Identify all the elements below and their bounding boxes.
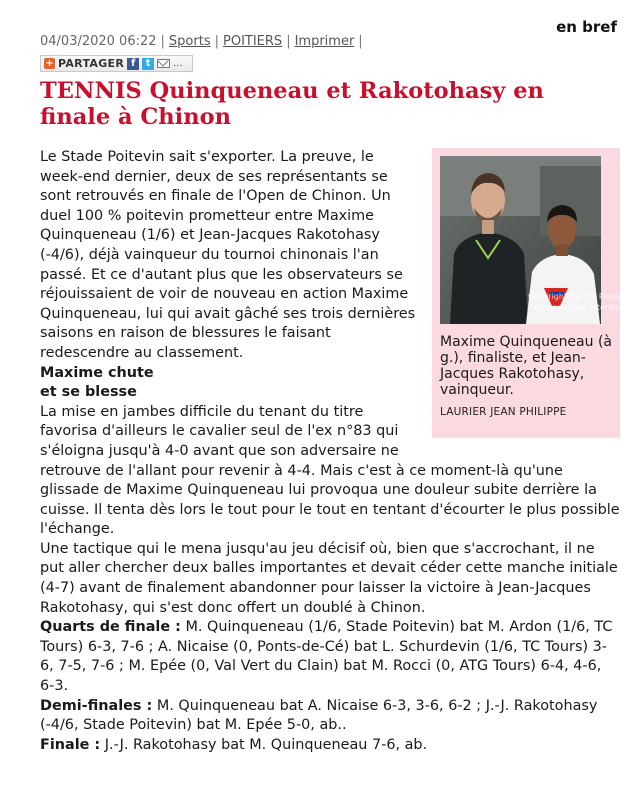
- publication-date: 04/03/2020 06:22: [40, 34, 157, 49]
- article-paragraph-1: La mise en jambes difficile du tenant du titre favorisa d'ailleurs le cavalier seul de l'ex n°83 qui s'éloigna jusqu'à 4-0 avant que son adversaire ne retrouve de l'allant pour revenir à 4-4. Mais c'est à ce moment-là qu'une glissade de Maxime Quinqueneau lui provoqua une douleur subite derrière la cuisse. Il tenta dès lors le tout pour le tout en tentant d'écourter le plus possible l'échange.: [40, 403, 620, 538]
- article-paragraph-2: Une tactique qui le mena jusqu'au jeu décisif où, bien que s'accrochant, il ne put aller chercher deux balles importantes et devait céder cette manche initiale (4-7) avant de finalement abandonner pour laisser la victoire à Jean-Jacques Rakotohasy, qui s'est donc offert un doublé à Chinon.: [40, 540, 618, 616]
- link-sports[interactable]: Sports: [168, 34, 211, 49]
- subheading-line-2: et se blesse: [40, 384, 137, 401]
- photo-caption: Maxime Quinqueneau (à g.), finaliste, et Jean-Jacques Rakotohasy, vainqueur.: [440, 334, 612, 398]
- mail-icon[interactable]: [157, 59, 170, 68]
- article-body: [40, 148, 625, 755]
- watermark-line-2: Reproduction interdite: [534, 303, 624, 312]
- article-meta: 04/03/2020 06:22 | Sports | POITIERS | Imprimer |: [40, 34, 363, 49]
- results-quarter-finals: [40, 618, 620, 696]
- photo-illustration: [440, 156, 625, 324]
- results-label: Demi-finales :: [40, 697, 153, 714]
- link-poitiers[interactable]: POITIERS: [223, 34, 283, 49]
- article-photo: [440, 156, 625, 324]
- results-text: J.-J. Rakotohasy bat M. Quinqueneau 7-6, ab.: [100, 736, 428, 753]
- results-label: Quarts de finale :: [40, 619, 181, 636]
- share-button[interactable]: [40, 55, 193, 72]
- results-semi-finals: [40, 697, 620, 736]
- subheading-line-1: Maxime chute: [40, 364, 154, 381]
- results-label: Finale :: [40, 736, 101, 753]
- section-label: en bref: [556, 18, 617, 36]
- watermark-line-1: Copyright Centre Presse: [528, 292, 625, 301]
- results-text: M. Quinqueneau (1/6, Stade Poitevin) bat M. Ardon (1/6, TC Tours) 6-3, 7-6 ; A. Nicaise (0, Ponts-de-Cé) bat L. Schurdevin (1/6, TC Tours) 3-6, 7-5, 7-6 ; M. Epée (0, Val Vert du Clain) bat M. Rocci (0, ATG Tours) 6-4, 4-6, 6-3.: [40, 619, 613, 695]
- article-title: TENNIS Quinqueneau et Rakotohasy en finale à Chinon: [40, 78, 544, 130]
- results-text: M. Quinqueneau bat A. Nicaise 6-3, 3-6, 6-2 ; J.-J. Rakotohasy (-4/6, Stade Poitevin) bat M. Epée 5-0, ab..: [40, 697, 598, 734]
- facebook-icon[interactable]: f: [127, 58, 139, 70]
- share-label: PARTAGER: [58, 57, 125, 70]
- link-print[interactable]: Imprimer: [294, 34, 355, 49]
- results-final: [40, 736, 620, 756]
- photo-box: [432, 148, 625, 438]
- more-icon[interactable]: ...: [173, 58, 183, 69]
- article-intro: Le Stade Poitevin sait s'exporter. La preuve, le week-end dernier, deux de ses représentants se sont retrouvés en finale de l'Open de Chinon. Un duel 100 % poitevin prometteur entre Maxime Quinqueneau (1/6) et Jean-Jacques Rakotohasy (-4/6), déjà vainqueur du tournoi chinonais l'an passé. Et ce d'autant plus que les observateurs se réjouissaient de voir de nouveau en action Maxime Quinqueneau, lui qui avait gâché ses trois dernières saisons en raison de blessures le faisant redescendre au classement.: [40, 149, 416, 361]
- plus-icon: +: [45, 58, 54, 69]
- photo-credit: LAURIER JEAN PHILIPPE: [440, 406, 567, 418]
- twitter-icon[interactable]: t: [142, 58, 154, 70]
